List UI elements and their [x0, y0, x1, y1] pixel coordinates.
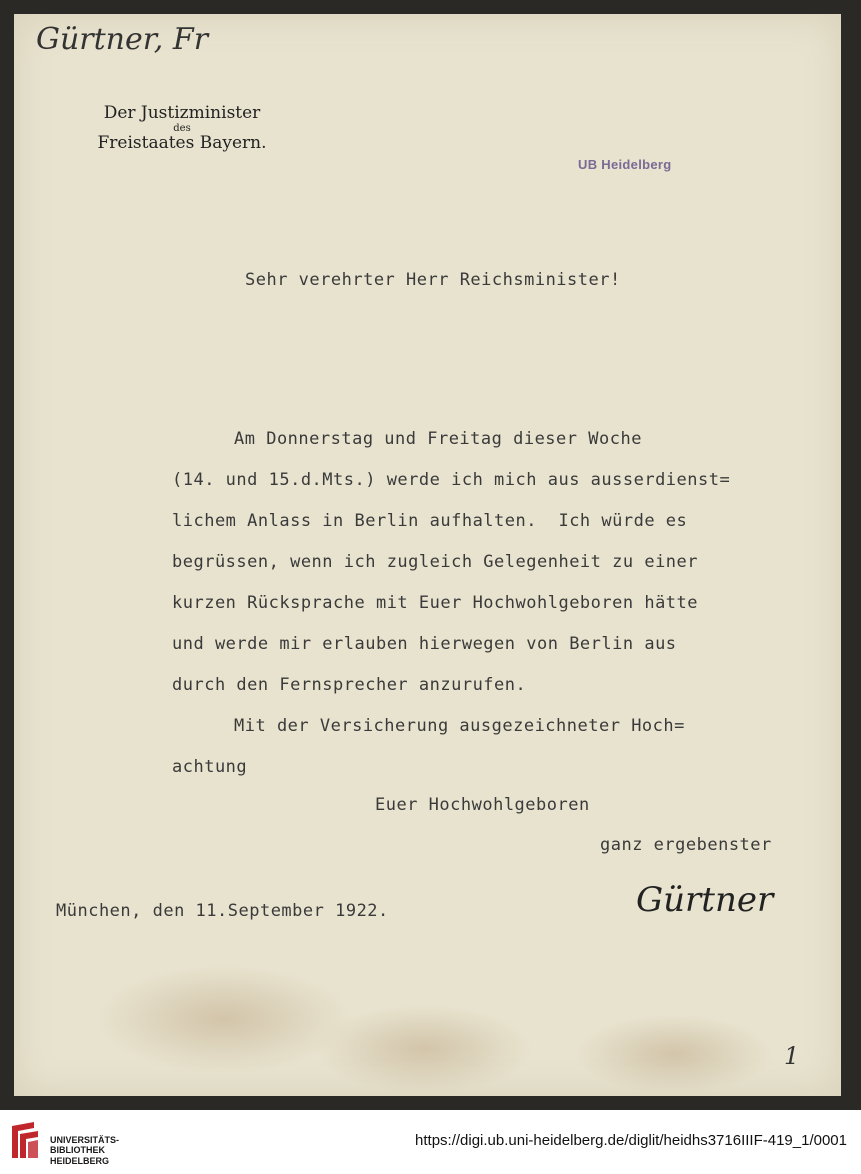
- body-line: durch den Fernsprecher anzurufen.: [172, 675, 527, 695]
- paper-stain: [574, 1014, 774, 1094]
- handwritten-name: Gürtner, Fr: [36, 22, 209, 57]
- closing-address: Euer Hochwohlgeboren: [375, 795, 590, 815]
- logo-text-line: UNIVERSITÄTS-: [50, 1135, 120, 1145]
- letterhead-line1: Der Justizminister: [103, 103, 261, 123]
- body-line: (14. und 15.d.Mts.) werde ich mich aus ausserdienst=: [172, 470, 731, 490]
- footer-bar: [0, 1110, 861, 1174]
- library-stamp: UB Heidelberg: [578, 157, 672, 172]
- body-line: lichem Anlass in Berlin aufhalten. Ich würde es: [172, 511, 688, 531]
- page-number: 1: [784, 1042, 800, 1070]
- library-logo-text: [50, 1135, 119, 1166]
- body-line: Am Donnerstag und Freitag dieser Woche: [234, 429, 642, 449]
- logo-text-line: BIBLIOTHEK: [50, 1145, 105, 1156]
- body-line: begrüssen, wenn ich zugleich Gelegenheit zu einer: [172, 552, 699, 572]
- body-line: kurzen Rücksprache mit Euer Hochwohlgeboren hätte: [172, 593, 699, 613]
- place-date: München, den 11.September 1922.: [56, 901, 389, 921]
- signature: Gürtner: [636, 880, 774, 920]
- permalink-url[interactable]: https://digi.ub.uni-heidelberg.de/diglit/heidhs3716IIIF-419_1/0001: [415, 1132, 847, 1149]
- letterhead-line2: des: [173, 122, 191, 134]
- letterhead: [82, 104, 282, 152]
- body-line: Mit der Versicherung ausgezeichneter Hoch=: [234, 716, 685, 736]
- body-line: achtung: [172, 757, 248, 777]
- salutation: Sehr verehrter Herr Reichsminister!: [245, 270, 621, 290]
- logo-text-line: HEIDELBERG: [50, 1155, 110, 1166]
- body-line: und werde mir erlauben hierwegen von Berlin aus: [172, 634, 677, 654]
- library-logo-icon: [10, 1120, 40, 1160]
- library-logo[interactable]: [10, 1120, 140, 1164]
- letterhead-line3: Freistaates Bayern.: [97, 132, 267, 153]
- paper-stain: [314, 1004, 534, 1094]
- closing-regards: ganz ergebenster: [600, 835, 772, 855]
